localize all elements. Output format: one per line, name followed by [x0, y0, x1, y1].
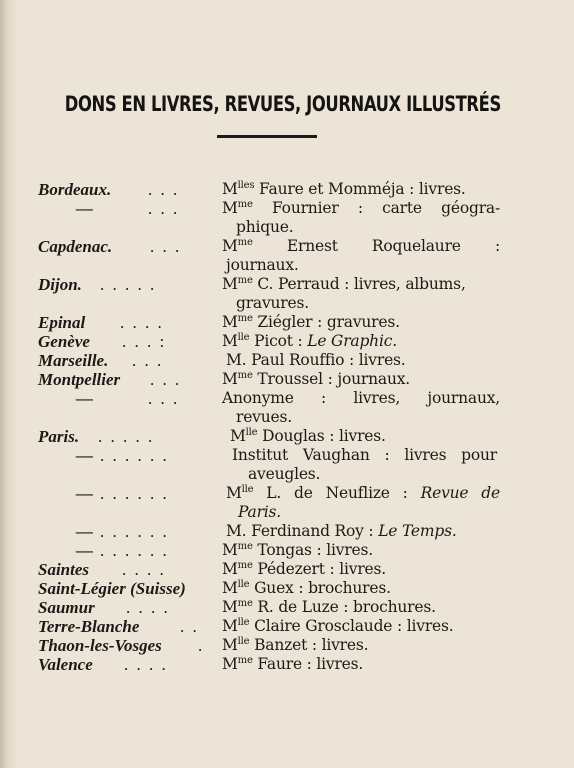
donation-text: [226, 256, 504, 275]
donation-description: Ziégler : gravures.: [252, 313, 400, 331]
list-item: [0, 427, 574, 446]
leader-dots: . . . .: [120, 313, 164, 332]
donation-description: Ernest Roquelaure :: [252, 237, 500, 255]
donation-description: Institut Vaughan : livres pour: [232, 446, 497, 464]
place-name: Marseille.: [38, 351, 109, 370]
honorific-suffix: lle: [237, 332, 250, 343]
donation-description: gravures.: [236, 294, 309, 312]
leader-dots: . . .: [148, 180, 180, 199]
donation-description: R. de Luze : brochures.: [252, 598, 436, 616]
honorific: M: [222, 180, 238, 198]
donation-text: [226, 522, 504, 541]
leader-dots: . . .: [148, 389, 180, 408]
list-item: [0, 446, 574, 465]
leader-dots: . . .: [150, 370, 182, 389]
place-name: Valence: [38, 655, 93, 674]
honorific-suffix: me: [237, 275, 253, 286]
list-item: [0, 560, 574, 579]
donation-text: [222, 370, 500, 389]
donation-description: M. Paul Rouffio : livres.: [226, 351, 406, 369]
honorific-suffix: lle: [237, 579, 250, 590]
place-name: —: [76, 541, 93, 560]
honorific: M: [222, 617, 238, 635]
list-item: [0, 579, 574, 598]
leader-dots: . . .: [132, 351, 164, 370]
publication-title: Le Graphic.: [307, 332, 397, 350]
donation-description: aveugles.: [248, 465, 321, 483]
honorific: M: [222, 636, 238, 654]
donation-text: [222, 389, 500, 408]
list-item: [0, 294, 574, 313]
honorific-suffix: lle: [245, 427, 258, 438]
donation-description: L. de Neuflize :: [253, 484, 421, 502]
honorific-suffix: lle: [241, 484, 254, 495]
list-item: [0, 313, 574, 332]
place-name: —: [76, 484, 93, 503]
leader-dots: . . . .: [126, 598, 170, 617]
honorific: M: [222, 237, 238, 255]
honorific: M: [226, 484, 242, 502]
donation-text: [222, 180, 500, 199]
honorific-suffix: me: [237, 598, 253, 609]
place-name: —: [76, 446, 93, 465]
honorific: M: [222, 598, 238, 616]
leader-dots: . . . :: [122, 332, 167, 351]
list-item: [0, 465, 574, 484]
honorific-suffix: lle: [237, 636, 250, 647]
leader-dots: . .: [180, 617, 199, 636]
donation-text: [248, 465, 526, 484]
donation-text: [222, 237, 500, 256]
donation-text: [222, 199, 500, 218]
leader-dots: . . . . .: [98, 427, 155, 446]
donation-description: M. Ferdinand Roy :: [226, 522, 379, 540]
donation-description: Picot :: [249, 332, 308, 350]
list-item: [0, 598, 574, 617]
list-item: [0, 180, 574, 199]
donation-text: [222, 560, 500, 579]
list-item: [0, 655, 574, 674]
place-name: Epinal: [38, 313, 86, 332]
list-item: [0, 503, 574, 522]
place-name: —: [76, 199, 93, 218]
donation-text: [222, 579, 500, 598]
honorific-suffix: lle: [237, 617, 250, 628]
place-name: Bordeaux.: [38, 180, 112, 199]
donation-text: [226, 351, 504, 370]
honorific: M: [230, 427, 246, 445]
place-name: Terre-Blanche: [38, 617, 140, 636]
place-name: Dijon.: [38, 275, 82, 294]
donation-text: [222, 313, 500, 332]
honorific-suffix: lles: [237, 180, 255, 191]
donation-description: revues.: [236, 408, 292, 426]
page-title: DONS EN LIVRES, REVUES, JOURNAUX ILLUSTRÉS: [64, 92, 501, 116]
list-item: [0, 351, 574, 370]
place-name: —: [76, 389, 93, 408]
list-item: [0, 370, 574, 389]
honorific: M: [222, 275, 238, 293]
donation-description: Faure : livres.: [252, 655, 364, 673]
donation-description: Faure et Momméja : livres.: [254, 180, 466, 198]
place-name: Saintes: [38, 560, 90, 579]
list-item: [0, 275, 574, 294]
leader-dots: .: [198, 636, 205, 655]
honorific: M: [222, 199, 238, 217]
publication-title: Revue de: [420, 484, 500, 502]
list-item: [0, 522, 574, 541]
leader-dots: . . . . . .: [100, 446, 169, 465]
leader-dots: . . . . . .: [100, 541, 169, 560]
honorific-suffix: me: [237, 199, 253, 210]
leader-dots: . . . . . .: [100, 522, 169, 541]
list-item: [0, 218, 574, 237]
donation-description: journaux.: [226, 256, 299, 274]
leader-dots: . . . . .: [100, 275, 157, 294]
publication-title: Paris.: [238, 503, 282, 521]
donation-description: Guex : brochures.: [249, 579, 391, 597]
honorific-suffix: me: [237, 655, 253, 666]
honorific-suffix: me: [237, 237, 253, 248]
donation-text: [236, 408, 514, 427]
donation-list: [0, 180, 574, 674]
donation-description: Douglas : livres.: [257, 427, 386, 445]
list-item: [0, 636, 574, 655]
donation-text: [222, 541, 500, 560]
honorific-suffix: me: [237, 560, 253, 571]
place-name: Saint-Légier (Suisse): [38, 579, 186, 598]
donation-text: [236, 294, 514, 313]
honorific: M: [222, 370, 238, 388]
honorific: M: [222, 313, 238, 331]
donation-text: [222, 332, 500, 351]
place-name: —: [76, 522, 93, 541]
donation-text: [222, 598, 500, 617]
donation-text: [222, 617, 500, 636]
donation-description: C. Perraud : livres, albums,: [252, 275, 466, 293]
place-name: Thaon-les-Vosges: [38, 636, 162, 655]
donation-description: Tongas : livres.: [252, 541, 373, 559]
leader-dots: . . . . . .: [100, 484, 169, 503]
list-item: [0, 484, 574, 503]
place-name: Genève: [38, 332, 90, 351]
list-item: [0, 332, 574, 351]
donation-description: Claire Grosclaude : livres.: [249, 617, 454, 635]
honorific-suffix: me: [237, 541, 253, 552]
donation-text: [226, 484, 500, 503]
title-underline: [217, 135, 317, 138]
list-item: [0, 237, 574, 256]
honorific: M: [222, 560, 238, 578]
list-item: [0, 408, 574, 427]
leader-dots: . . .: [150, 237, 182, 256]
list-item: [0, 199, 574, 218]
place-name: Capdenac.: [38, 237, 113, 256]
place-name: Montpellier: [38, 370, 121, 389]
place-name: Saumur: [38, 598, 95, 617]
donation-description: Anonyme : livres, journaux,: [222, 389, 500, 407]
donation-text: [232, 446, 497, 465]
donation-text: [222, 636, 500, 655]
honorific: M: [222, 541, 238, 559]
honorific-suffix: me: [237, 313, 253, 324]
donation-text: [230, 427, 508, 446]
list-item: [0, 617, 574, 636]
leader-dots: . . .: [148, 199, 180, 218]
donation-description: Banzet : livres.: [249, 636, 369, 654]
place-name: Paris.: [38, 427, 80, 446]
publication-title: Le Temps.: [378, 522, 457, 540]
honorific-suffix: me: [237, 370, 253, 381]
leader-dots: . . . .: [124, 655, 168, 674]
donation-description: Pédezert : livres.: [252, 560, 387, 578]
donation-description: Fournier : carte géogra-: [252, 199, 500, 217]
donation-description: phique.: [236, 218, 294, 236]
honorific: M: [222, 332, 238, 350]
list-item: [0, 541, 574, 560]
honorific: M: [222, 655, 238, 673]
list-item: [0, 389, 574, 408]
donation-description: Troussel : journaux.: [252, 370, 410, 388]
donation-text: [238, 503, 516, 522]
donation-text: [236, 218, 514, 237]
donation-text: [222, 655, 500, 674]
donation-text: [222, 275, 498, 294]
leader-dots: . . . .: [122, 560, 166, 579]
list-item: [0, 256, 574, 275]
honorific: M: [222, 579, 238, 597]
